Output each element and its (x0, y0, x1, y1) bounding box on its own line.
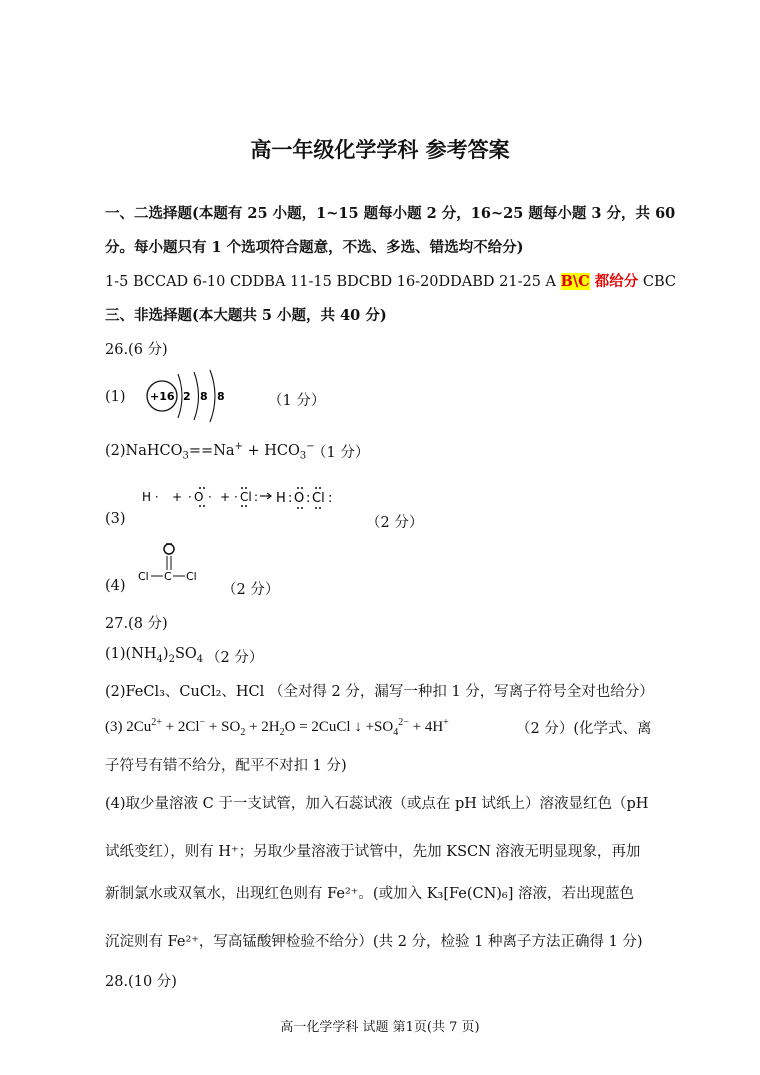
q26-header: 26.(6 分) (105, 342, 168, 358)
q27-p2: (2)FeCl₃、CuCl₂、HCl （全对得 2 分，漏写一种扣 1 分，写离子符号全对也给分） (105, 684, 654, 700)
q27-p4-line3: 新制氯水或双氧水，出现红色则有 Fe²⁺。(或加入 K₃[Fe(CN)₆] 溶液，若出现蓝色 (105, 886, 635, 902)
q27-p3-continued: 子符号有错不给分，配平不对扣 1 分) (105, 758, 347, 774)
q26-p1-score: （1 分） (268, 393, 326, 409)
svg-text:H: H (276, 491, 286, 506)
q26-p2-score: （1 分） (312, 445, 370, 461)
q28-header: 28.(10 分) (105, 974, 177, 990)
svg-text:·: · (208, 490, 212, 504)
q27-p3-equation: (3) $2Cu^{2+} + 2Cl^- + SO_2 + 2H_2O$ = 2CuCl ↓ $+SO_4^{2-} + 4H^+$ (105, 717, 449, 738)
svg-text:Cl: Cl (240, 490, 252, 504)
answers-highlight: B\C (560, 273, 590, 290)
hocl-electron-dot-diagram (138, 484, 348, 514)
choice-answers (105, 270, 676, 291)
shell-arc-2 (194, 372, 199, 420)
q27-p1: $(1)(NH_4)_2SO_4$ (105, 646, 204, 665)
svg-text::: : (306, 491, 311, 506)
shell-count-2: 8 (200, 390, 208, 403)
svg-text:+: + (220, 490, 231, 504)
svg-text:Cl: Cl (312, 491, 325, 506)
q27-p1-score: （2 分） (206, 650, 264, 666)
svg-text:O: O (294, 491, 305, 506)
q27-header: 27.(8 分) (105, 616, 168, 632)
page-footer: 高一化学学科 试题 第1页(共 7 页) (280, 1020, 480, 1035)
svg-text:·: · (188, 490, 192, 504)
answers-red-note: 都给分 (589, 273, 639, 290)
svg-text:Cl: Cl (138, 570, 149, 583)
svg-text:O: O (194, 490, 204, 504)
shell-count-1: 2 (183, 390, 191, 403)
q26-p3-score: （2 分） (366, 515, 424, 531)
shell-arc-3 (210, 370, 215, 422)
svg-text:·: · (234, 490, 238, 504)
svg-text::: : (328, 491, 333, 506)
q26-p1-label: (1) (105, 389, 126, 405)
cocl2-structural-formula (136, 540, 206, 590)
q26-p2-equation: (2)NaHCO$_3$==Na+ + $HCO_3^-$ (105, 441, 315, 462)
section3-heading: 三、非选择题(本大题共 5 小题，共 40 分) (105, 307, 387, 324)
q27-p3-score: （2 分）(化学式、离 (516, 721, 652, 737)
q26-p4-score: （2 分） (222, 582, 280, 598)
section1-line1: 一、二选择题(本题有 25 小题，1~15 题每小题 2 分，16~25 题每小题 3 分，共 60 (105, 205, 676, 222)
q27-p4-line2: 试纸变红），则有 H⁺；另取少量溶液于试管中，先加 KSCN 溶液无明显现象，再加 (105, 844, 641, 860)
shell-count-3: 8 (217, 390, 225, 403)
nucleus-charge: +16 (150, 390, 175, 403)
svg-text:+: + (172, 490, 183, 504)
svg-text:C: C (164, 570, 172, 583)
answers-suffix: CBC (638, 274, 677, 290)
page-title: 高一年级化学学科 参考答案 (250, 138, 510, 162)
q26-p4-label: (4) (105, 578, 126, 594)
q27-p4-line1: (4)取少量溶液 C 于一支试管，加入石蕊试液（或点在 pH 试纸上）溶液显红色（pH (105, 796, 649, 812)
answers-prefix: 1-5 BCCAD 6-10 CDDBA 11-15 BDCBD 16-20DDABD 21-25 A (105, 274, 561, 290)
q27-p4-line4: 沉淀则有 Fe²⁺，写高锰酸钾检验不给分）(共 2 分，检验 1 种离子方法正确得 1 分) (105, 934, 643, 950)
section1-line2: 分。每小题只有 1 个选项符合题意，不选、多选、错选均不给分) (105, 239, 524, 256)
svg-text:H ·: H · (142, 490, 159, 504)
svg-text::: : (288, 491, 293, 506)
sulfur-ion-structure-diagram (140, 366, 240, 426)
shell-arc-1 (178, 374, 182, 418)
svg-text::: : (254, 490, 259, 504)
svg-text:Cl: Cl (186, 570, 197, 583)
q26-p3-label: (3) (105, 511, 126, 527)
